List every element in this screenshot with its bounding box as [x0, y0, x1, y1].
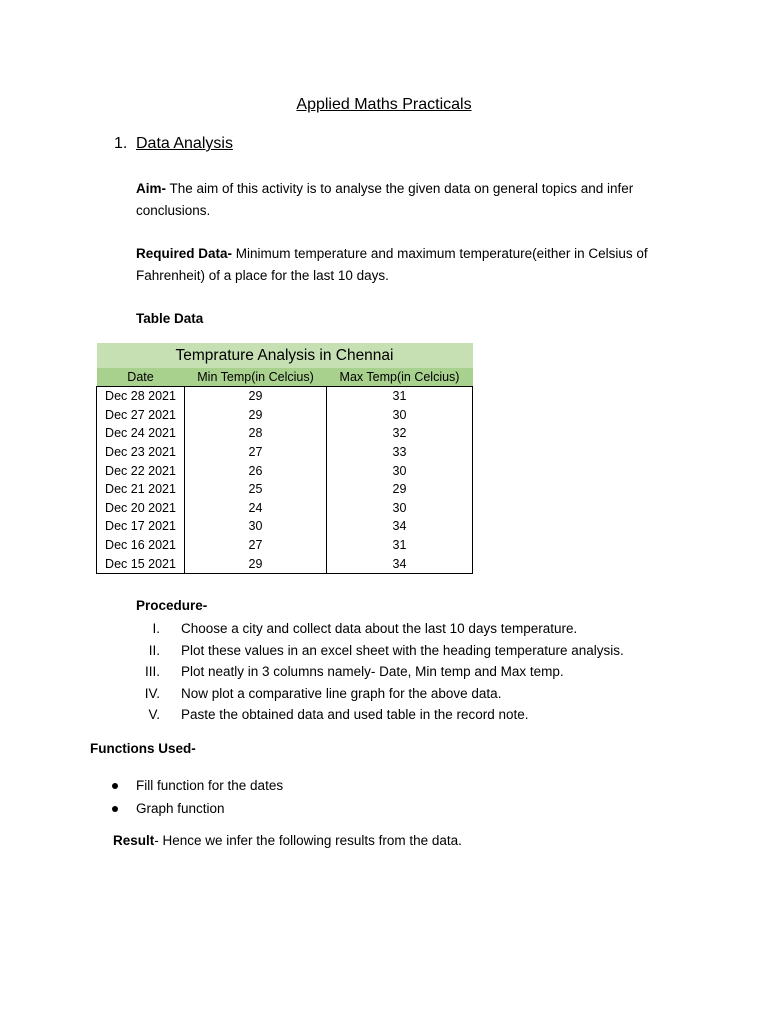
- procedure-step: [136, 683, 696, 705]
- min-temp-cell: 28: [185, 424, 327, 443]
- procedure-step: [136, 661, 696, 683]
- min-temp-cell: 29: [185, 387, 327, 406]
- page-title: Applied Maths Practicals: [296, 96, 472, 113]
- max-temp-cell: 32: [327, 424, 473, 443]
- max-temp-cell: 31: [327, 387, 473, 406]
- table-title: Temprature Analysis in Chennai: [97, 343, 473, 368]
- required-data-label: Required Data-: [136, 246, 233, 261]
- procedure-step-number: II.: [148, 642, 160, 658]
- date-cell: Dec 28 2021: [97, 387, 185, 406]
- function-item-text: Fill function for the dates: [136, 778, 284, 793]
- table-body: [97, 387, 473, 574]
- table-row: [97, 517, 473, 536]
- min-temp-cell: 26: [185, 461, 327, 480]
- procedure-label: Procedure-: [136, 598, 208, 613]
- result-text: - Hence we infer the following results from the data.: [154, 833, 462, 848]
- procedure-step-text: Plot neatly in 3 columns namely- Date, Min temp and Max temp.: [181, 664, 564, 679]
- date-cell: Dec 23 2021: [97, 443, 185, 462]
- aim-text-line1: The aim of this activity is to analyse the given data on general topics and infer: [166, 181, 634, 196]
- procedure-step-text: Plot these values in an excel sheet with the heading temperature analysis.: [181, 642, 624, 658]
- min-temp-cell: 27: [185, 536, 327, 555]
- required-data-text-line2: Fahrenheit) of a place for the last 10 days.: [136, 268, 389, 283]
- min-temp-cell: 27: [185, 443, 327, 462]
- table-row: [97, 443, 473, 462]
- min-temp-cell: 29: [185, 554, 327, 573]
- bullet-icon: [112, 806, 118, 812]
- procedure-step: [136, 704, 696, 726]
- aim-label: Aim-: [136, 181, 166, 196]
- procedure-step-text: Now plot a comparative line graph for the above data.: [181, 685, 502, 701]
- procedure-step-number: I.: [152, 621, 160, 636]
- table-row: [97, 424, 473, 443]
- result-label: Result: [113, 833, 155, 848]
- table-header-date: Date: [97, 368, 185, 387]
- result-paragraph: [113, 830, 673, 852]
- table-row: [97, 461, 473, 480]
- table-header-min-temp: Min Temp(in Celcius): [185, 368, 327, 387]
- min-temp-cell: 29: [185, 406, 327, 425]
- max-temp-cell: 34: [327, 517, 473, 536]
- functions-used-label: Functions Used-: [90, 741, 196, 756]
- procedure-step-number: V.: [148, 707, 160, 722]
- table-row: [97, 406, 473, 425]
- procedure-step-text: Choose a city and collect data about the last 10 days temperature.: [181, 621, 578, 636]
- date-cell: Dec 20 2021: [97, 499, 185, 518]
- temperature-table: [96, 343, 472, 574]
- date-cell: Dec 17 2021: [97, 517, 185, 536]
- min-temp-cell: 25: [185, 480, 327, 499]
- max-temp-cell: 33: [327, 443, 473, 462]
- max-temp-cell: 30: [327, 499, 473, 518]
- procedure-step: [136, 618, 696, 640]
- procedure-step-number: III.: [144, 664, 160, 679]
- function-item-text: Graph function: [136, 801, 225, 816]
- date-cell: Dec 22 2021: [97, 461, 185, 480]
- date-cell: Dec 15 2021: [97, 554, 185, 573]
- procedure-step-text: Paste the obtained data and used table in the record note.: [181, 707, 529, 722]
- procedure-step: [136, 640, 696, 662]
- max-temp-cell: 30: [327, 461, 473, 480]
- bullet-icon: [112, 783, 118, 789]
- table-row: [97, 536, 473, 555]
- min-temp-cell: 30: [185, 517, 327, 536]
- min-temp-cell: 24: [185, 499, 327, 518]
- table-row: [97, 387, 473, 406]
- required-data-paragraph: [136, 243, 696, 287]
- section-title: Data Analysis: [136, 135, 233, 152]
- max-temp-cell: 30: [327, 406, 473, 425]
- max-temp-cell: 34: [327, 554, 473, 573]
- date-cell: Dec 21 2021: [97, 480, 185, 499]
- date-cell: Dec 27 2021: [97, 406, 185, 425]
- table-row: [97, 554, 473, 573]
- table-row: [97, 499, 473, 518]
- date-cell: Dec 16 2021: [97, 536, 185, 555]
- max-temp-cell: 29: [327, 480, 473, 499]
- aim-text-line2: conclusions.: [136, 203, 211, 218]
- required-data-text-line1: Minimum temperature and maximum temperature(either in Celsius of: [232, 246, 648, 261]
- section-number: 1.: [114, 135, 128, 152]
- max-temp-cell: 31: [327, 536, 473, 555]
- table-data-label: Table Data: [136, 311, 204, 326]
- procedure-list: [136, 618, 696, 726]
- table-header-max-temp: Max Temp(in Celcius): [327, 368, 473, 387]
- date-cell: Dec 24 2021: [97, 424, 185, 443]
- procedure-step-number: IV.: [144, 685, 160, 701]
- table-row: [97, 480, 473, 499]
- aim-paragraph: [136, 178, 696, 222]
